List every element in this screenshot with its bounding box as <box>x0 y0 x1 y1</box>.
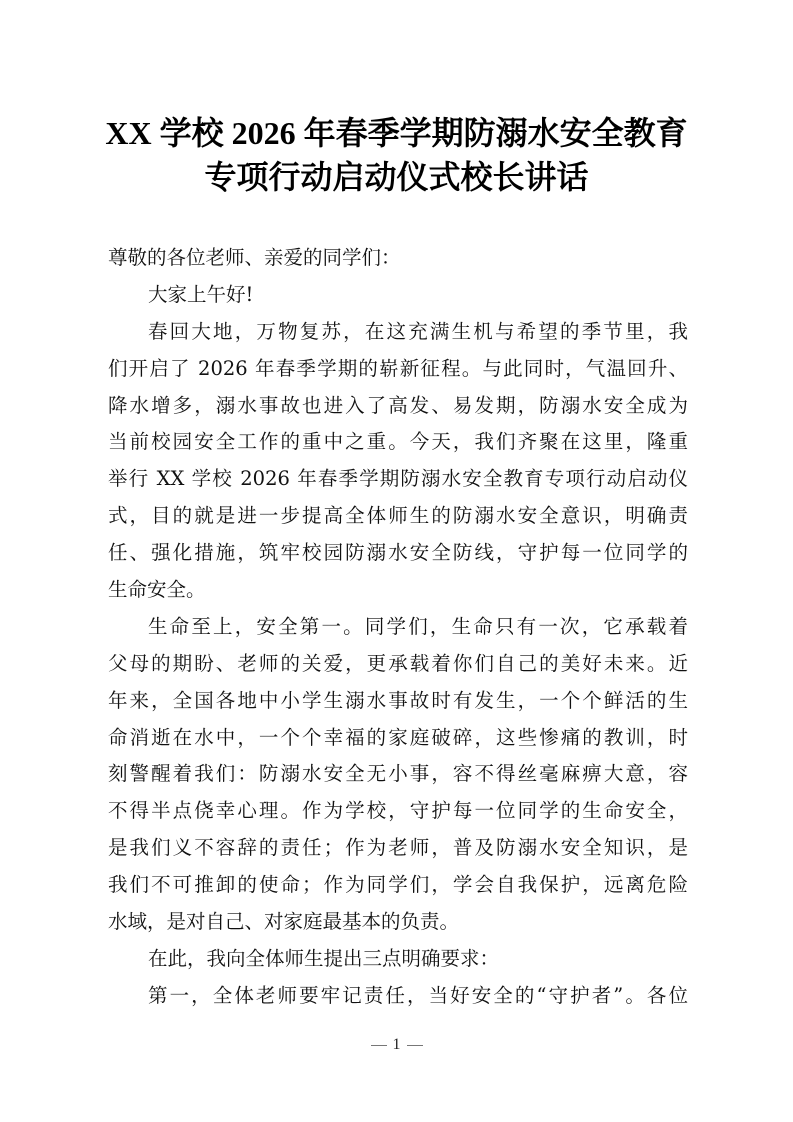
body-text-line: 降水增多，溺水事故也进入了高发、易发期，防溺水安全成为 <box>108 393 688 417</box>
document-body <box>108 240 688 1015</box>
body-text-line: 当前校园安全工作的重中之重。今天，我们齐聚在这里，隆重 <box>108 430 688 454</box>
body-text-line: 任、强化措施，筑牢校园防溺水安全防线，守护每一位同学的 <box>108 541 688 565</box>
body-text-line: 水域，是对自己、对家庭最基本的负责。 <box>108 910 460 934</box>
body-text-line: 式，目的就是进一步提高全体师生的防溺水安全意识，明确责 <box>108 504 688 528</box>
body-text-line: 大家上午好! <box>148 282 254 306</box>
footer-dash-left <box>371 1045 387 1046</box>
body-text-line: 第一，全体老师要牢记责任，当好安全的“守护者”。各位 <box>148 983 688 1007</box>
document-title-line-1: XX 学校 2026 年春季学期防溺水安全教育 <box>105 115 688 151</box>
body-text-line: 年来，全国各地中小学生溺水事故时有发生，一个个鲜活的生 <box>108 688 688 712</box>
body-text-line: 是我们义不容辞的责任；作为老师，普及防溺水安全知识，是 <box>108 836 688 860</box>
body-text-line: 我们不可推卸的使命；作为同学们，学会自我保护，远离危险 <box>108 873 688 897</box>
body-text-line: 不得半点侥幸心理。作为学校，守护每一位同学的生命安全， <box>108 799 688 823</box>
body-text-line: 在此，我向全体师生提出三点明确要求： <box>148 946 500 970</box>
body-text-line: 尊敬的各位老师、亲爱的同学们： <box>108 246 401 269</box>
body-text-line: 生命至上，安全第一。同学们，生命只有一次，它承载着 <box>148 614 688 638</box>
footer-dash-right <box>407 1045 423 1046</box>
page-number: 1 <box>392 1036 401 1053</box>
body-text-line: 举行 XX 学校 2026 年春季学期防溺水安全教育专项行动启动仪 <box>108 467 688 491</box>
body-text-line: 们开启了 2026 年春季学期的崭新征程。与此同时，气温回升、 <box>108 356 688 380</box>
document-title-line-2: 专项行动启动仪式校长讲话 <box>204 159 589 195</box>
body-text-line: 生命安全。 <box>108 578 206 602</box>
body-text-line: 命消逝在水中，一个个幸福的家庭破碎，这些惨痛的教训，时 <box>108 725 688 749</box>
body-text-line: 刻警醒着我们：防溺水安全无小事，容不得丝毫麻痹大意，容 <box>108 762 688 786</box>
body-text-line: 父母的期盼、老师的关爱，更承载着你们自己的美好未来。近 <box>108 651 688 675</box>
body-text-line: 春回大地，万物复苏，在这充满生机与希望的季节里，我 <box>148 319 688 343</box>
page-footer <box>0 1036 793 1054</box>
